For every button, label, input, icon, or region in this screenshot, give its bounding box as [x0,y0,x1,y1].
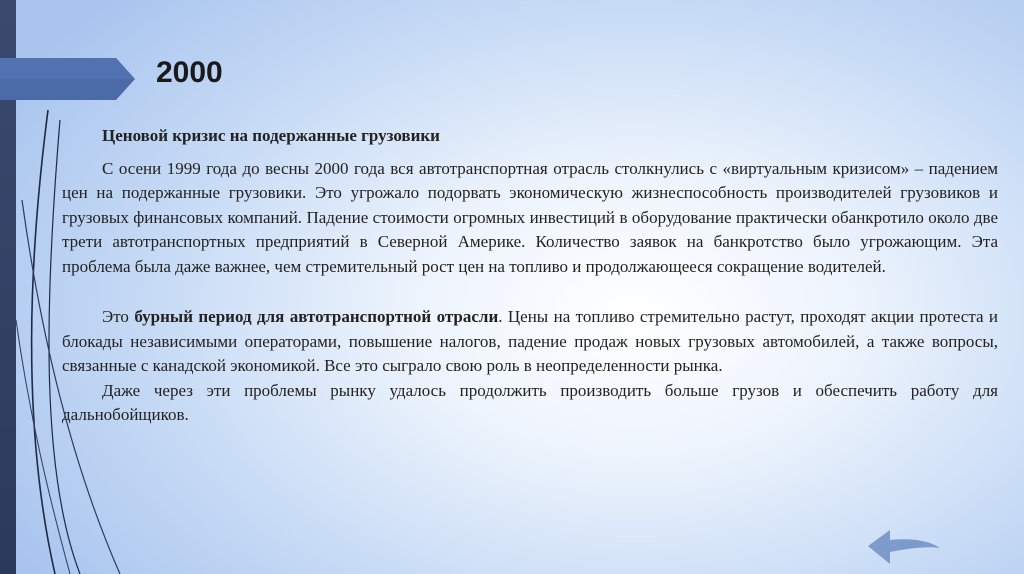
paragraph-2-lead: Это [102,307,135,326]
paragraph-2-rest: . Цены на топливо стремительно растут, проходят акции протеста и блокады независимыми операторами, повышение налогов, падение продаж новых грузовых автомобилей, а также вопросы, связанные с канадской экономикой. Все это сыграло свою роль в неопределенности рынка. [62,307,999,375]
paragraph-2 [62,305,998,379]
paragraph-1: С осени 1999 года до весны 2000 года вся автотранспортная отрасль столкнулись с «виртуальным кризисом» – падением цен на подержанные грузовики. Это угрожало подорвать экономическую жизнеспособность производителей грузовиков и грузовых финансовых компаний. Падение стоимости огромных инвестиций в оборудование практически обанкротило около две трети автотранспортных предприятий в Северной Америке. Количество заявок на банкротство было угрожающим. Эта проблема была даже важнее, чем стремительный рост цен на топливо и продолжающееся сокращение водителей. [62,158,998,276]
slide-title: 2000 [156,56,223,89]
back-arrow-icon[interactable] [866,526,942,568]
paragraph-3: Даже через эти проблемы рынку удалось продолжить производить больше грузов и обеспечить работу для дальнобойщиков. [62,380,998,424]
title-banner [0,58,135,100]
paragraph-2-bold: бурный период для автотранспортной отрасли [134,307,499,326]
subheading: Ценовой кризис на подержанные грузовики [102,126,440,145]
slide-body [62,124,998,428]
